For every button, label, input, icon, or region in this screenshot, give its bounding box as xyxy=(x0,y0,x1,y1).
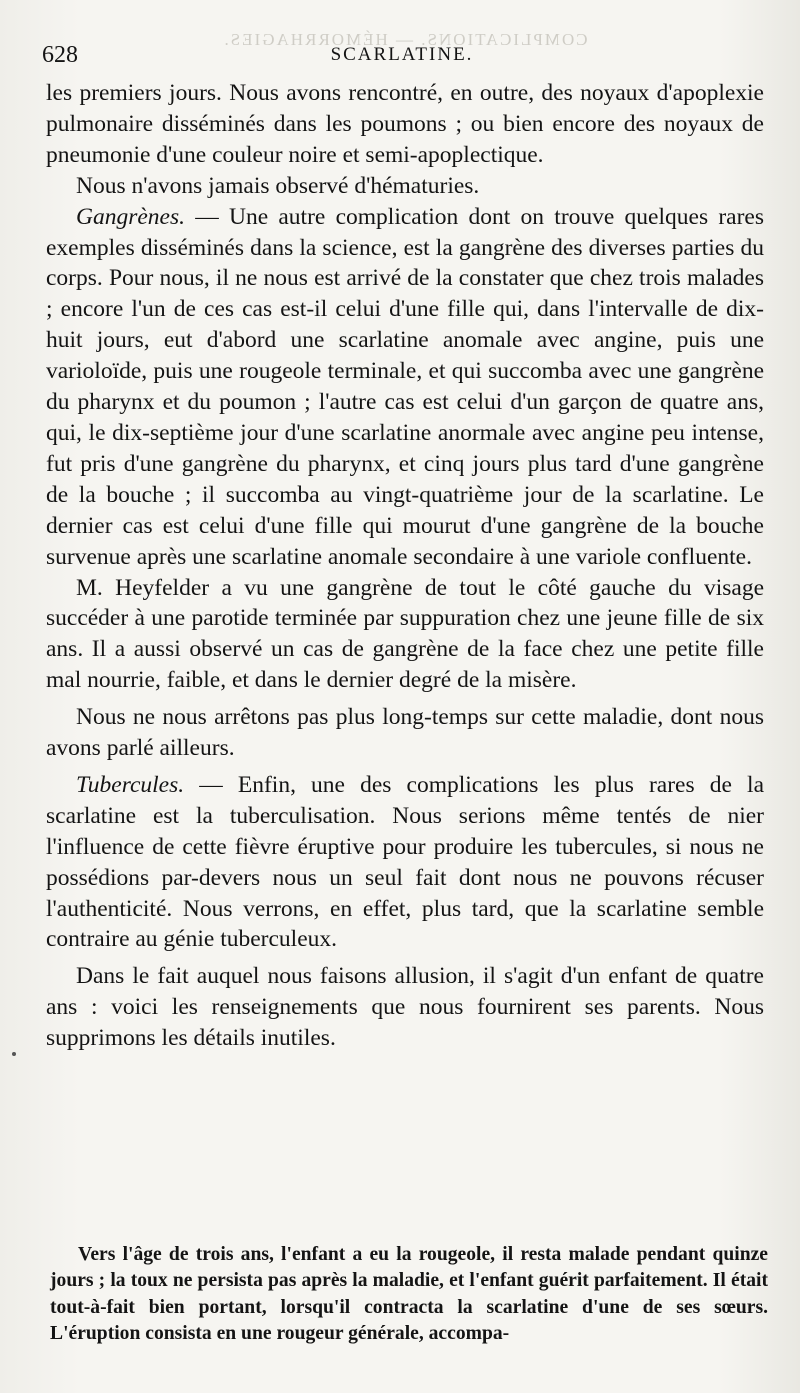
paragraph-text: Nous n'avons jamais observé d'hématuries. xyxy=(76,172,480,199)
paragraph-tubercules xyxy=(46,770,764,955)
paragraph-gangrenes xyxy=(46,202,764,573)
case-note xyxy=(50,1242,768,1348)
paragraph-7 xyxy=(46,961,764,1054)
paragraph-text: les premiers jours. Nous avons rencontré, en outre, des noyaux d'apoplexie pulmonaire disséminés dans les poumons ; ou bien encore des noyaux de pneumonie d'une couleur noire et semi-apoplectique. xyxy=(46,80,764,168)
section-heading-gangrenes: Gangrènes. xyxy=(76,203,185,230)
ink-speck xyxy=(12,1052,16,1056)
paragraph-2 xyxy=(46,171,764,202)
paragraph-text: — Enfin, une des complications les plus rares de la scarlatine est la tuberculisation. Nous serions même tentés de nier l'influence de cette fièvre éruptive pour produire les tubercules, si nous ne possédions par-devers nous un seul fait dont nous ne pouvons récuser l'authenticité. Nous verrons, en effet, plus tard, que la scarlatine semble contraire au génie tuberculeux. xyxy=(46,771,764,953)
paragraph-5 xyxy=(46,702,764,764)
paragraph-1 xyxy=(46,78,764,171)
body-text xyxy=(46,78,764,1054)
running-title: SCARLATINE. xyxy=(330,44,474,65)
section-heading-tubercules: Tubercules. xyxy=(76,771,185,798)
case-note-text: Vers l'âge de trois ans, l'enfant a eu la rougeole, il resta malade pendant quinze jours ; la toux ne persista pas après la maladie, et l'enfant guérit parfaitement. Il était tout-à-fait bien portant, lorsqu'il contracta la scarlatine d'une de ses sœurs. L'éruption consista en une rougeur générale, accompa- xyxy=(50,1244,768,1345)
page-number: 628 xyxy=(42,42,78,68)
paragraph-text: — Une autre complication dont on trouve quelques rares exemples disséminés dans la science, est la gangrène des diverses parties du corps. Pour nous, il ne nous est arrivé de la constater que chez trois malades ; encore l'un de ces cas est-il celui d'une fille qui, dans l'intervalle de dix-huit jours, eut d'abord une scarlatine anomale avec angine, puis une varioloïde, puis une rougeole terminale, et qui succomba avec une gangrène du pharynx et du poumon ; l'autre cas est celui d'un garçon de quatre ans, qui, le dix-septième jour d'une scarlatine anormale avec angine peu intense, fut pris d'une gangrène du pharynx, et cinq jours plus tard d'une gangrène de la bouche ; il succomba au vingt-quatrième jour de la scarlatine. Le dernier cas est celui d'une fille qui mourut d'une gangrène de la bouche survenue après une scarlatine anomale secondaire à une variole confluente. xyxy=(46,203,764,570)
paragraph-text: M. Heyfelder a vu une gangrène de tout le côté gauche du visage succéder à une parotide terminée par suppuration chez une jeune fille de six ans. Il a aussi observé un cas de gangrène de la face chez une petite fille mal nourrie, faible, et dans le dernier degré de la misère. xyxy=(46,574,764,694)
paragraph-text: Nous ne nous arrêtons pas plus long-temps sur cette maladie, dont nous avons parlé ailleurs. xyxy=(46,704,764,762)
bleed-through-text: COMPLICATIONS. — HÉMORRHAGIES. xyxy=(222,30,588,49)
paragraph-text: Dans le fait auquel nous faisons allusion, il s'agit d'un enfant de quatre ans : voici les renseignements que nous fournirent ses parents. Nous supprimons les détails inutiles. xyxy=(46,963,764,1052)
paragraph-heyfelder xyxy=(46,573,764,697)
page-header xyxy=(42,42,762,72)
